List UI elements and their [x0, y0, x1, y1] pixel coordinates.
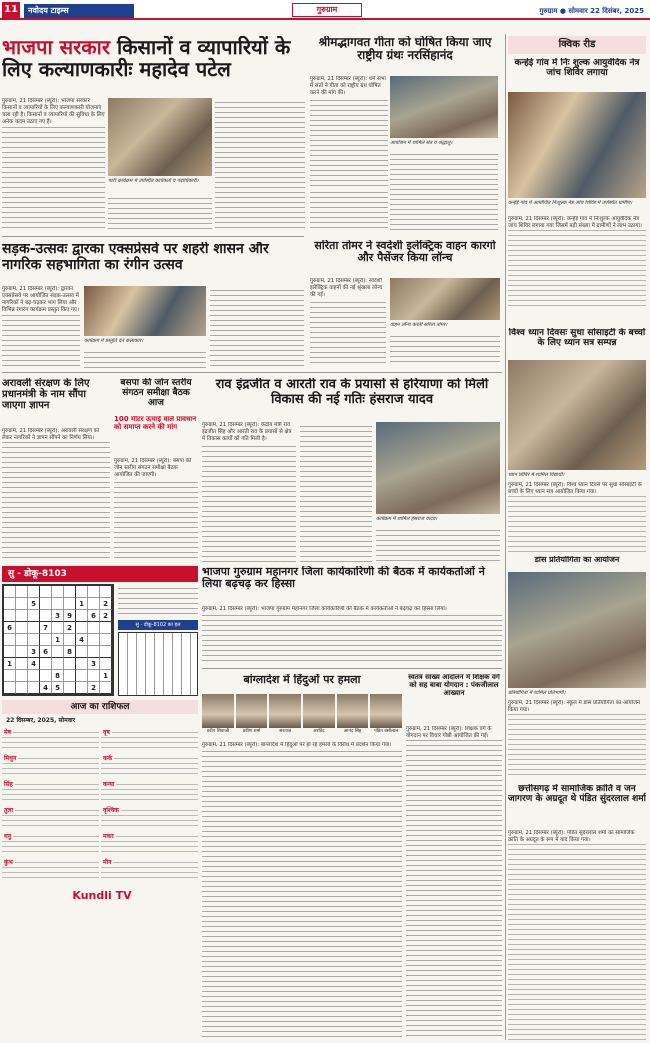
sidebar-story2-body [508, 482, 646, 552]
sudoku-cell [88, 622, 100, 634]
sudoku-cell: 8 [52, 670, 64, 682]
sidebar-story3-lead: गुरुग्राम, 21 दिसम्बर (ब्यूरो): स्कूल में डांस प्रतियोगिता का आयोजन किया गया। [508, 700, 646, 714]
sudoku-cell [4, 670, 16, 682]
sudoku-cell [64, 682, 76, 694]
horoscope-date: 22 दिसम्बर, 2025, सोमवार [6, 717, 76, 724]
sudoku-cell [16, 634, 28, 646]
gita-photo [390, 76, 498, 138]
sidebar-story1-body [508, 216, 646, 308]
sudoku-cell: 1 [4, 658, 16, 670]
horoscope-sign-name: मकर [103, 833, 114, 840]
sudoku-cell: 9 [64, 610, 76, 622]
sudoku-instructions [118, 584, 198, 618]
sudoku-cell: 5 [52, 682, 64, 694]
horoscope-sign-name: मेष [4, 729, 12, 736]
sudoku-cell [40, 586, 52, 598]
sudoku-cell [64, 586, 76, 598]
bangla-face-photo [269, 694, 301, 728]
sudoku-cell [76, 670, 88, 682]
sudoku-cell: 6 [40, 646, 52, 658]
sudoku-cell [64, 658, 76, 670]
meeting-body [202, 606, 502, 662]
horoscope-sign [2, 780, 99, 804]
sudoku-cell [88, 634, 100, 646]
paper-name: नवोदय टाइम्स [24, 4, 134, 18]
bangla-face-photo [202, 694, 234, 728]
bjp-body-2 [108, 194, 212, 232]
horoscope-sign-name: वृष [103, 729, 110, 736]
date-line: गुरुग्राम ● सोमवार 22 दिसंबर, 2025 [539, 7, 644, 15]
bangla-body [202, 742, 402, 1040]
meeting-lead: गुरुग्राम, 21 दिसम्बर (ब्यूरो): भाजपा गुरुग्राम महानगर जिला कार्यकारिणी की बैठक में कार्यकर्ताओं ने बढ़चढ़ कर हिस्सा लिया। [202, 606, 502, 613]
horoscope-sign [2, 858, 99, 882]
bjp-headline [2, 36, 302, 92]
sudoku-cell [28, 670, 40, 682]
sudoku-cell: 6 [4, 622, 16, 634]
bjp-lead: गुरुग्राम, 21 दिसम्बर (ब्यूरो): भाजपा सरकार किसानों व व्यापारियों के लिए कल्याणकारी योजनाएं चला रही है। किसानों व व्यापारियों की सुविधा के लिए अनेक कदम उठाए गए हैं। [2, 98, 105, 125]
ev-caption: वाहन लॉन्च करती सरिता तोमर। [390, 322, 448, 328]
bangla-face-photo [337, 694, 369, 728]
sudoku-cell [64, 598, 76, 610]
sidebar-story3-caption: प्रतियोगिता में शामिल प्रतिभागी। [508, 690, 566, 696]
section-label: गुरुग्राम [292, 3, 362, 17]
bus-headline: बसपा की जोन स्तरीय संगठन समीक्षा बैठक आज [120, 378, 192, 409]
horoscope-sign [101, 780, 198, 804]
bangla-headline: बांग्लादेश में हिंदुओं पर हमला [243, 674, 361, 686]
sudoku-cell [16, 658, 28, 670]
sudoku-cell [16, 610, 28, 622]
sudoku-cell [52, 622, 64, 634]
sudoku-cell [88, 670, 100, 682]
bangla-face-name: आनंद सिंह [343, 729, 362, 734]
bangla-face-name: अरविंद [313, 729, 325, 734]
school-body [406, 726, 502, 1040]
sudoku-cell [4, 586, 16, 598]
road-body-2 [84, 348, 206, 368]
sudoku-cell [16, 646, 28, 658]
sudoku-cell [100, 586, 112, 598]
horoscope-sign [101, 754, 198, 778]
sudoku-cell: 2 [64, 622, 76, 634]
school-lead: गुरुग्राम, 21 दिसम्बर (ब्यूरो): शिक्षक वर्ग के योगदान पर विचार गोष्ठी आयोजित की गई। [406, 726, 502, 740]
ev-body [310, 278, 386, 366]
bangla-face [337, 694, 369, 738]
horoscope-sign-name: वृश्चिक [103, 807, 119, 814]
sidebar-story2-photo [508, 360, 646, 470]
sudoku-cell: 6 [88, 610, 100, 622]
sudoku-cell: 4 [76, 634, 88, 646]
rao-body [202, 422, 296, 562]
sudoku-cell [88, 598, 100, 610]
sudoku-cell [100, 646, 112, 658]
sudoku-cell [88, 646, 100, 658]
bangla-face-photo [236, 694, 268, 728]
sudoku-cell [100, 634, 112, 646]
bangla-lead: गुरुग्राम, 21 दिसम्बर (ब्यूरो): बांग्लादेश में हिंदुओं पर हो रहे हमलों के विरोध में प्रदर्शन किया गया। [202, 742, 402, 749]
aravali-lead: गुरुग्राम, 21 दिसम्बर (ब्यूरो): अरावली संरक्षण को लेकर नागरिकों ने ज्ञापन सौंपने का निर्णय लिया। [2, 428, 110, 442]
bjp-body [2, 98, 105, 228]
ev-photo [390, 278, 500, 320]
sidebar-story4-body [508, 830, 646, 1040]
sudoku-cell: 2 [100, 598, 112, 610]
rao-body-2 [300, 422, 372, 562]
sudoku-grid [2, 584, 114, 696]
sudoku-cell [76, 610, 88, 622]
gita-headline: श्रीमद्भागवत गीता को घोषित किया जाए राष्ट्रीय ग्रंथः नरसिंहानंद [318, 36, 492, 63]
ev-body-2 [390, 332, 500, 366]
road-caption: कार्यक्रम में प्रस्तुति देते कलाकार। [84, 338, 144, 344]
sudoku-cell [64, 634, 76, 646]
horoscope-sign-name: धनु [4, 833, 12, 840]
page-number: 11 [2, 2, 20, 18]
sudoku-cell [76, 646, 88, 658]
horoscope-sign-name: कुंभ [4, 859, 13, 866]
sudoku-cell [4, 682, 16, 694]
horoscope-sign-name: कर्क [103, 755, 113, 762]
sidebar-story3-photo [508, 572, 646, 688]
sudoku-cell [16, 682, 28, 694]
aravali-headline: अरावली संरक्षण के लिए प्रधानमंत्री के नाम सौंपा जाएगा ज्ञापन [2, 378, 90, 412]
bus-lead: गुरुग्राम, 21 दिसम्बर (ब्यूरो): बसपा की जोन स्तरीय संगठन समीक्षा बैठक आयोजित की जाएगी। [114, 458, 198, 479]
sudoku-cell: 5 [28, 598, 40, 610]
sudoku-cell: 7 [40, 622, 52, 634]
sudoku-title: सु - डोकू-8103 [2, 566, 198, 582]
sidebar-story1-photo [508, 92, 646, 198]
bjp-caption: पार्टी कार्यक्रम में उपस्थित कार्यकर्ता व पदाधिकारी। [108, 178, 199, 184]
bangla-face-name: प्रवीण शर्मा [242, 729, 261, 734]
horoscope-sign-name: सिंह [4, 781, 13, 788]
sudoku-cell [40, 610, 52, 622]
horoscope-sign [101, 858, 198, 882]
rao-lead: गुरुग्राम, 21 दिसम्बर (ब्यूरो): केंद्रीय मंत्री राव इंद्रजीत सिंह और आरती राव के प्रयासों से क्षेत्र में विकास कार्यों को गति मिली है। [202, 422, 296, 443]
sidebar-story1-headline: कन्हेई गांव में निः शुल्क आयुर्वेदिक नेत्र जांच शिविर लगाया [514, 58, 640, 79]
sudoku-cell [4, 634, 16, 646]
sudoku-cell [16, 586, 28, 598]
sidebar-story2-lead: गुरुग्राम, 21 दिसम्बर (ब्यूरो): विश्व ध्यान दिवस पर सुधा सोसाइटी के बच्चों के लिए ध्यान सत्र आयोजित किया गया। [508, 482, 646, 496]
horoscope-sign-name: मीन [103, 859, 112, 866]
sidebar-story4-headline: छत्तीसगढ़ में सामाजिक क्रांति व जन जागरण के अग्रदूत थे पंडित सुंदरलाल शर्मा [508, 784, 646, 805]
bjp-headline-rest: किसानों व व्यापारियों के लिए कल्याणकारीः महादेव पटेल [2, 36, 291, 82]
bangla-face-name: प्रदीप शिवाजी [206, 729, 230, 734]
sudoku-cell [40, 658, 52, 670]
bangla-face-photo [370, 694, 402, 728]
sudoku-cell [100, 622, 112, 634]
sudoku-cell [100, 682, 112, 694]
gita-body-3 [310, 188, 388, 232]
sidebar-story1-lead: गुरुग्राम, 21 दिसम्बर (ब्यूरो): कन्हेई गांव में निःशुल्क आयुर्वेदिक नेत्र जांच शिविर लगाया गया जिसमें बड़ी संख्या में ग्रामीणों ने लाभ उठाया। [508, 216, 646, 230]
aravali-body [2, 428, 110, 560]
horoscope-grid [2, 728, 198, 1040]
horoscope-brand: Kundli TV [60, 888, 144, 904]
sudoku-cell [76, 682, 88, 694]
meeting-headline: भाजपा गुरुग्राम महानगर जिला कार्यकारिणी की बैठक में कार्यकर्ताओं ने लिया बढ़चढ़ कर हिस्सा [202, 566, 485, 591]
road-photo [84, 286, 206, 336]
road-body [2, 286, 80, 366]
horoscope-sign-name: तुला [4, 807, 14, 814]
bjp-headline-red: भाजपा सरकार [2, 36, 111, 59]
sudoku-cell: 1 [52, 634, 64, 646]
school-headline: स्वतंत्र सांख्य आंदोलन में शिक्षक वर्ग को सह बाबा योगदान : पंकजीलाल आख्यान [408, 674, 500, 697]
sidebar-label: क्विक रीड [508, 36, 646, 54]
sudoku-cell [4, 646, 16, 658]
sudoku-cell: 3 [28, 646, 40, 658]
sudoku-cell [40, 598, 52, 610]
sudoku-cell [28, 622, 40, 634]
sudoku-cell: 2 [88, 682, 100, 694]
bangla-face [370, 694, 402, 738]
gita-body-2 [390, 150, 498, 232]
rao-headline: राव इंद्रजीत व आरती राव के प्रयासों से हरियाणा को मिली विकास की नई गतिः हंसराज यादव [215, 378, 489, 407]
sudoku-cell [16, 598, 28, 610]
bangla-face-name: सरताज [279, 729, 292, 734]
sudoku-answer-title: सु - डोकू-8102 का हल [118, 620, 198, 630]
bangla-photo-strip [202, 694, 402, 738]
gita-caption: आयोजन में शामिल संत व श्रद्धालु। [390, 140, 453, 146]
bangla-face-name: पंडित बंसीलाल [374, 729, 399, 734]
sudoku-cell: 4 [40, 682, 52, 694]
sudoku-cell: 4 [28, 658, 40, 670]
rao-photo [376, 422, 500, 514]
bjp-body-3 [215, 98, 305, 232]
divider [2, 236, 304, 237]
sidebar-divider [505, 34, 506, 1040]
sudoku-cell [52, 598, 64, 610]
road-lead: गुरुग्राम, 21 दिसम्बर (ब्यूरो): द्वारका एक्सप्रेसवे पर आयोजित सड़क-उत्सव में नागरिकों ने बढ़-चढ़कर भाग लिया और विभिन्न रंगारंग कार्यक्रम प्रस्तुत किए गए। [2, 286, 80, 313]
gita-body [310, 76, 388, 186]
sudoku-cell [100, 658, 112, 670]
horoscope-sign [2, 832, 99, 856]
sudoku-cell [16, 622, 28, 634]
sudoku-cell [76, 586, 88, 598]
sudoku-answer-grid [118, 632, 198, 696]
sudoku-cell [4, 598, 16, 610]
sudoku-cell [40, 634, 52, 646]
sudoku-cell: 8 [64, 646, 76, 658]
sudoku-cell: 1 [100, 670, 112, 682]
sudoku-cell [28, 634, 40, 646]
horoscope-sign-name: मिथुन [4, 755, 17, 762]
sudoku-cell [76, 658, 88, 670]
sudoku-cell [28, 586, 40, 598]
bangla-face [236, 694, 268, 738]
ev-lead: गुरुग्राम, 21 दिसम्बर (ब्यूरो): स्वदेशी इलेक्ट्रिक वाहनों की नई श्रृंखला लॉन्च की गई। [310, 278, 386, 299]
bus-body [114, 458, 198, 560]
sudoku-cell [4, 610, 16, 622]
sudoku-cell [28, 610, 40, 622]
sidebar-story2-headline: विश्व ध्यान दिवसः सुधा सोसाइटी के बच्चों के लिए ध्यान सत्र सम्पन्न [508, 328, 646, 349]
sidebar-story2-caption: ध्यान शिविर में शामिल विद्यार्थी। [508, 472, 565, 478]
ev-headline: सरिता तोमर ने स्वदेशी इलेक्ट्रिक वाहन कारगो और पैसेंजर किया लॉन्च [314, 240, 496, 265]
horoscope-sign-name: कन्या [103, 781, 115, 788]
sudoku-cell [88, 586, 100, 598]
sidebar-story4-lead: गुरुग्राम, 21 दिसम्बर (ब्यूरो): पंडित सुंदरलाल शर्मा को सामाजिक क्रांति के अग्रदूत के रूप में याद किया गया। [508, 830, 646, 844]
horoscope-sign [101, 806, 198, 830]
bjp-photo [108, 98, 212, 176]
sudoku-cell [76, 622, 88, 634]
divider [202, 668, 502, 669]
sidebar-story1-caption: कन्हेई गांव में आयोजित निःशुल्क नेत्र जांच शिविर में उपस्थित ग्रामीण। [508, 200, 633, 206]
horoscope-sign [101, 832, 198, 856]
sudoku-cell [16, 670, 28, 682]
sudoku-cell [64, 670, 76, 682]
sudoku-cell [52, 646, 64, 658]
gita-lead: गुरुग्राम, 21 दिसम्बर (ब्यूरो): धर्म सभा में संतों ने गीता को राष्ट्रीय ग्रंथ घोषित करने की मांग की। [310, 76, 388, 97]
road-headline: सड़क-उत्सवः द्वारका एक्सप्रेसवे पर शहरी शासन और नागरिक सहभागिता का रंगीन उत्सव [2, 242, 269, 273]
bangla-face [202, 694, 234, 738]
rao-caption: कार्यक्रम में शामिल हंसराज यादव। [376, 516, 438, 522]
horoscope-sign [2, 806, 99, 830]
dust-headline: 100 मीटर ऊंचाई वाले प्रावधान को समाप्त करने की मांग [114, 416, 197, 431]
sudoku-cell: 3 [88, 658, 100, 670]
sudoku-cell: 1 [76, 598, 88, 610]
masthead [0, 0, 650, 20]
sudoku-cell [28, 682, 40, 694]
bangla-face [269, 694, 301, 738]
bangla-face [303, 694, 335, 738]
horoscope-sign [2, 728, 99, 752]
horoscope-sign [101, 728, 198, 752]
sidebar-story3-headline: डांस प्रतियोगिता का आयोजन [534, 556, 620, 564]
sudoku-cell [40, 670, 52, 682]
sudoku-cell: 2 [100, 610, 112, 622]
sudoku-cell [52, 658, 64, 670]
sudoku-cell [52, 586, 64, 598]
sudoku-cell: 3 [52, 610, 64, 622]
horoscope-title: आज का राशिफल [2, 700, 198, 714]
sidebar-story3-body [508, 700, 646, 778]
horoscope-sign [2, 754, 99, 778]
road-body-3 [210, 286, 304, 368]
divider [2, 372, 502, 373]
rao-body-3 [376, 526, 500, 562]
bangla-face-photo [303, 694, 335, 728]
